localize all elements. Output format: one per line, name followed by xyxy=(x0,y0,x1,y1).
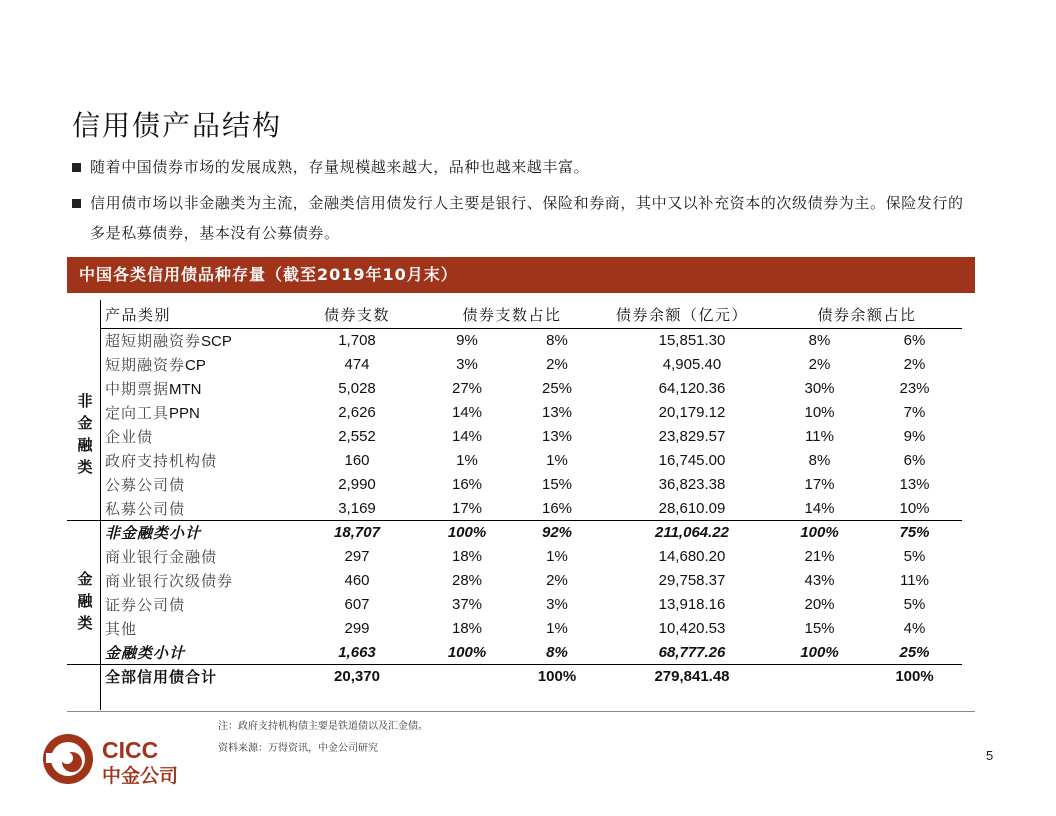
page-title: 信用债产品结构 xyxy=(72,109,283,142)
cell-category xyxy=(105,497,185,521)
cell-count: 3,169 xyxy=(338,500,376,517)
cell-category xyxy=(105,569,233,593)
cell-balance-share: 21% xyxy=(804,548,835,565)
cell-count-share: 27% xyxy=(451,380,483,397)
bullet-item xyxy=(72,188,977,248)
cell-balance: 211,064.22 xyxy=(655,524,729,541)
cell-balance-share: 100% xyxy=(800,644,839,661)
category-name: 超短期融资券 xyxy=(105,332,202,350)
category-name: 私募公司债 xyxy=(105,500,186,518)
cell-balance: 23,829.57 xyxy=(658,428,726,445)
cell-count-share: 9% xyxy=(456,332,478,349)
footnote-note: 注：政府支持机构债主要是铁道债以及汇金债。 xyxy=(218,721,428,732)
bullet-square-icon xyxy=(72,199,81,208)
cicc-logo-mark-icon xyxy=(42,731,192,787)
cell-balance-share-sub: 5% xyxy=(903,596,926,613)
cell-balance-share-sub: 25% xyxy=(899,644,930,661)
cell-count: 299 xyxy=(344,620,370,637)
cell-balance-share-sub: 4% xyxy=(903,620,926,637)
cell-balance-share: 17% xyxy=(804,476,835,493)
cell-count-share: 37% xyxy=(451,596,483,613)
category-name: 政府支持机构债 xyxy=(105,452,218,470)
cell-balance-share-sub: 2% xyxy=(903,356,926,373)
category-name: 商业银行金融债 xyxy=(105,548,218,566)
category-name: 非金融类小计 xyxy=(105,524,202,542)
footnote-source: 资料来源：万得资讯，中金公司研究 xyxy=(218,743,378,754)
cell-category xyxy=(105,641,185,665)
cell-count: 297 xyxy=(344,548,370,565)
cell-balance-share-sub: 9% xyxy=(903,428,926,445)
cell-balance-share: 100% xyxy=(800,524,839,541)
cell-balance-share: 15% xyxy=(804,620,835,637)
cell-count-share: 28% xyxy=(451,572,483,589)
cell-count-share-sub: 13% xyxy=(541,404,573,421)
cell-count: 160 xyxy=(344,452,370,469)
cell-count-share: 17% xyxy=(451,500,483,517)
cell-balance: 16,745.00 xyxy=(658,452,726,469)
category-code: MTN xyxy=(169,381,202,398)
cell-balance-share-sub: 5% xyxy=(903,548,926,565)
cell-count-share-sub: 100% xyxy=(537,668,577,685)
cell-count: 2,626 xyxy=(338,404,376,421)
cell-balance: 28,610.09 xyxy=(658,500,726,517)
category-name: 公募公司债 xyxy=(105,476,186,494)
cell-count-share-sub: 2% xyxy=(546,356,568,373)
cell-count-share-sub: 25% xyxy=(541,380,573,397)
category-name: 定向工具 xyxy=(105,404,170,422)
cell-balance-share: 2% xyxy=(808,356,831,373)
cell-balance-share: 8% xyxy=(808,452,831,469)
cell-balance-share: 8% xyxy=(808,332,831,349)
category-code: SCP xyxy=(201,333,232,350)
group-label-financial xyxy=(70,568,100,634)
cell-balance-share: 43% xyxy=(804,572,835,589)
cell-count-share: 100% xyxy=(447,524,487,541)
cell-category xyxy=(105,473,185,497)
cell-category xyxy=(105,425,153,449)
footnotes xyxy=(218,716,428,760)
cell-balance-share-sub: 7% xyxy=(903,404,926,421)
cell-count-share: 18% xyxy=(451,620,483,637)
bullet-list xyxy=(72,152,977,248)
cell-count-share-sub: 8% xyxy=(546,644,568,661)
cell-balance: 10,420.53 xyxy=(658,620,726,637)
cell-count-share-sub: 13% xyxy=(541,428,573,445)
cell-count-share: 14% xyxy=(451,404,483,421)
cell-count: 1,663 xyxy=(338,644,376,661)
table-title-banner: 中国各类信用债品种存量（截至2019年10月末） xyxy=(67,257,975,293)
category-name: 金融类小计 xyxy=(105,644,186,662)
cell-count-share: 1% xyxy=(456,452,478,469)
cell-category xyxy=(105,545,217,569)
bullet-item xyxy=(72,152,977,182)
cell-balance: 20,179.12 xyxy=(658,404,726,421)
cell-count-share: 100% xyxy=(447,644,487,661)
cell-balance-share-sub: 6% xyxy=(903,452,926,469)
cell-count-share-sub: 1% xyxy=(546,620,568,637)
category-name: 中期票据 xyxy=(105,380,170,398)
cell-category xyxy=(105,377,202,401)
cell-count-share-sub: 1% xyxy=(546,452,568,469)
cell-count-share-sub: 15% xyxy=(541,476,573,493)
cell-count: 20,370 xyxy=(334,668,380,685)
cell-category xyxy=(105,665,217,689)
cell-balance-share: 20% xyxy=(804,596,835,613)
cell-count: 460 xyxy=(344,572,370,589)
group-divider xyxy=(100,300,101,710)
group-label-text: 金融类 xyxy=(77,570,93,632)
group-label-non-financial xyxy=(70,390,100,478)
cell-balance-share-sub: 75% xyxy=(899,524,930,541)
cell-balance-share: 10% xyxy=(804,404,835,421)
cell-count-share xyxy=(427,665,507,689)
cell-category xyxy=(105,593,185,617)
bullet-square-icon xyxy=(72,163,81,172)
cell-balance: 64,120.36 xyxy=(658,380,726,397)
cell-balance: 279,841.48 xyxy=(654,668,730,685)
cell-category xyxy=(105,449,217,473)
header-balance-share: 债券余额占比 xyxy=(817,306,917,324)
cell-count-share-sub: 2% xyxy=(546,572,568,589)
cell-count: 18,707 xyxy=(334,524,380,541)
category-code: PPN xyxy=(169,405,200,422)
header-category: 产品类别 xyxy=(105,306,172,324)
category-code: CP xyxy=(185,357,206,374)
header-count-share: 债券支数占比 xyxy=(462,306,562,324)
credit-bond-table xyxy=(67,300,975,712)
category-name: 证券公司债 xyxy=(105,596,186,614)
category-name: 企业债 xyxy=(105,428,154,446)
cell-balance: 13,918.16 xyxy=(658,596,726,613)
cell-balance: 29,758.37 xyxy=(658,572,726,589)
cell-count-share-sub: 8% xyxy=(546,332,568,349)
cell-count-share-sub: 3% xyxy=(546,596,568,613)
cell-count-share: 16% xyxy=(451,476,483,493)
cell-balance-share-sub: 100% xyxy=(895,668,934,685)
cell-count: 2,552 xyxy=(338,428,376,445)
logo-text-en: CICC xyxy=(102,737,159,763)
cell-balance-share: 11% xyxy=(805,428,834,445)
cell-balance-share-sub: 11% xyxy=(900,572,929,589)
cell-count-share: 14% xyxy=(451,428,483,445)
cell-balance: 4,905.40 xyxy=(662,356,722,373)
logo-text-cn: 中金公司 xyxy=(102,765,179,787)
cell-balance-share-sub: 13% xyxy=(899,476,930,493)
cell-balance-share: 30% xyxy=(804,380,835,397)
category-name: 其他 xyxy=(105,620,138,638)
cell-count: 607 xyxy=(344,596,370,613)
cell-count: 474 xyxy=(344,356,370,373)
page-number: 5 xyxy=(986,748,994,763)
category-name: 短期融资券 xyxy=(105,356,186,374)
bullet-text: 信用债市场以非金融类为主流，金融类信用债发行人主要是银行、保险和券商，其中又以补充资本的次级债券为主。保险发行的多是私募债券，基本没有公募债券。 xyxy=(90,194,964,242)
header-count: 债券支数 xyxy=(323,306,390,324)
cell-count-share-sub: 16% xyxy=(541,500,573,517)
cell-category xyxy=(105,401,200,425)
cell-category xyxy=(105,329,232,353)
table-bottom-rule xyxy=(67,711,975,712)
cell-balance-share-sub: 6% xyxy=(903,332,926,349)
cicc-logo xyxy=(42,731,192,787)
cell-count-share-sub: 92% xyxy=(541,524,573,541)
cell-count-share-sub: 1% xyxy=(546,548,568,565)
cell-count: 5,028 xyxy=(338,380,376,397)
cell-balance: 68,777.26 xyxy=(658,644,726,661)
category-name: 商业银行次级债券 xyxy=(105,572,234,590)
category-name: 全部信用债合计 xyxy=(105,668,218,686)
cell-count-share: 3% xyxy=(456,356,478,373)
cell-balance-share xyxy=(782,665,857,689)
cell-balance-share: 14% xyxy=(804,500,835,517)
cell-category xyxy=(105,617,137,641)
header-balance: 债券余额（亿元） xyxy=(615,306,748,324)
cell-count: 1,708 xyxy=(338,332,376,349)
cell-count-share: 18% xyxy=(451,548,483,565)
cell-category xyxy=(105,353,206,377)
group-label-text: 非金融类 xyxy=(77,392,93,476)
cell-balance: 15,851.30 xyxy=(658,332,726,349)
cell-balance-share-sub: 23% xyxy=(899,380,930,397)
cell-balance: 36,823.38 xyxy=(658,476,726,493)
cell-count: 2,990 xyxy=(338,476,376,493)
cell-balance-share-sub: 10% xyxy=(899,500,930,517)
cell-balance: 14,680.20 xyxy=(658,548,726,565)
cell-category xyxy=(105,521,201,545)
bullet-text: 随着中国债券市场的发展成熟，存量规模越来越大，品种也越来越丰富。 xyxy=(90,158,590,176)
